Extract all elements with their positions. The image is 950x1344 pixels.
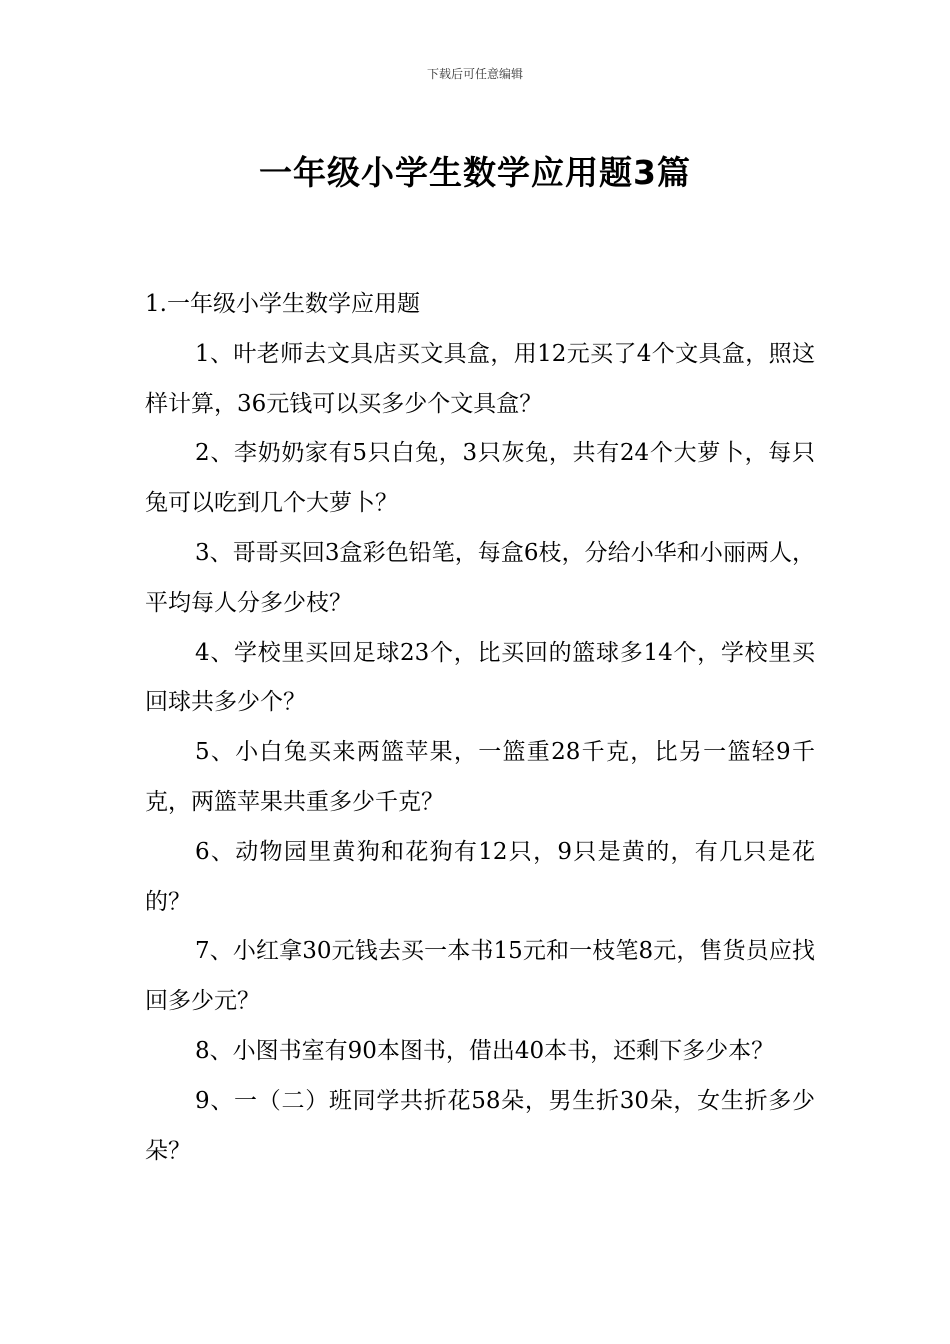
header-note: 下载后可任意编辑	[426, 67, 523, 81]
document-body	[145, 280, 815, 1176]
question-3: 3、哥哥买回3盒彩色铅笔，每盒6枝，分给小华和小丽两人，平均每人分多少枝？	[145, 539, 815, 616]
document-title: 一年级小学生数学应用题3篇	[259, 153, 691, 193]
section-heading: 1.一年级小学生数学应用题	[145, 291, 420, 317]
question-2: 2、李奶奶家有5只白兔，3只灰兔，共有24个大萝卜，每只兔可以吃到几个大萝卜？	[145, 440, 815, 517]
question-7: 7、小红拿30元钱去买一本书15元和一枝笔8元，售货员应找回多少元？	[145, 938, 815, 1015]
question-5: 5、小白兔买来两篮苹果，一篮重28千克，比另一篮轻9千克，两篮苹果共重多少千克？	[145, 739, 815, 815]
question-9: 9、一（二）班同学共折花58朵，男生折30朵，女生折多少朵？	[145, 1087, 815, 1164]
question-4: 4、学校里买回足球23个，比买回的篮球多14个，学校里买回球共多少个？	[145, 639, 815, 716]
question-6: 6、动物园里黄狗和花狗有12只，9只是黄的，有几只是花的？	[145, 838, 815, 915]
question-1: 1、叶老师去文具店买文具盒，用12元买了4个文具盒，照这样计算，36元钱可以买多少个文具盒？	[145, 340, 815, 417]
question-8: 8、小图书室有90本图书，借出40本书，还剩下多少本？	[195, 1037, 775, 1064]
